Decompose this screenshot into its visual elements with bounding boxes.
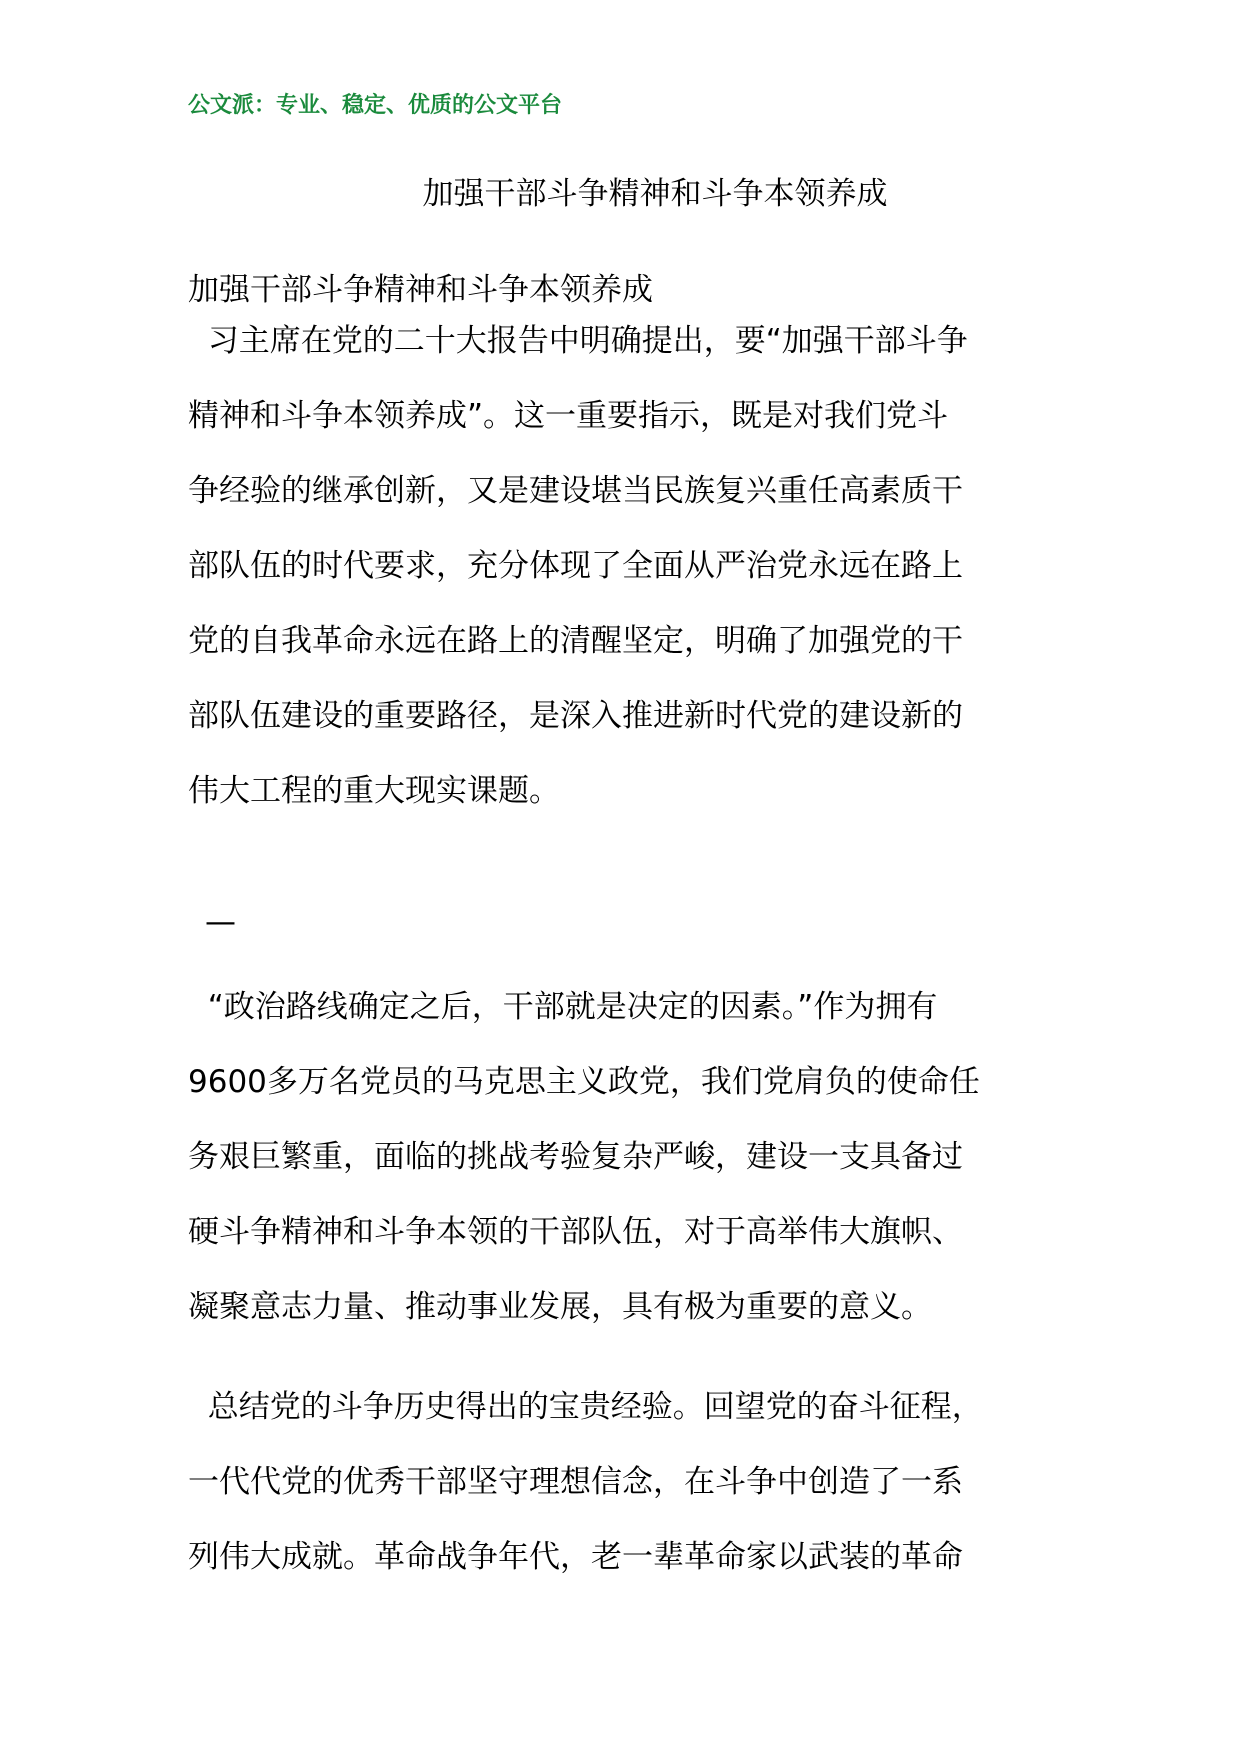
paragraph-line: 9600多万名党员的马克思主义政党，我们党肩负的使命任 (188, 1064, 980, 1100)
paragraph-line: 列伟大成就。革命战争年代，老一辈革命家以武装的革命 (188, 1539, 963, 1575)
paragraph-line: 精神和斗争本领养成”。这一重要指示，既是对我们党斗 (188, 398, 949, 434)
document-subtitle: 加强干部斗争精神和斗争本领养成 (188, 272, 653, 308)
document-title: 加强干部斗争精神和斗争本领养成 (422, 176, 888, 212)
body-paragraph (188, 304, 1068, 829)
body-paragraph (188, 970, 1068, 1345)
body-paragraph (188, 1370, 1068, 1595)
paragraph-line: 总结党的斗争历史得出的宝贵经验。回望党的奋斗征程， (188, 1389, 983, 1425)
paragraph-line: 部队伍的时代要求，充分体现了全面从严治党永远在路上 (188, 548, 963, 584)
paragraph-line: 党的自我革命永远在路上的清醒坚定，明确了加强党的干 (188, 623, 963, 659)
paragraph-line: 硬斗争精神和斗争本领的干部队伍，对于高举伟大旗帜、 (188, 1214, 963, 1250)
paragraph-line: 凝聚意志力量、推动事业发展，具有极为重要的意义。 (188, 1289, 932, 1325)
paragraph-line: 争经验的继承创新，又是建设堪当民族复兴重任高素质干 (188, 473, 963, 509)
platform-banner: 公文派：专业、稳定、优质的公文平台 (188, 92, 563, 118)
paragraph-line: 部队伍建设的重要路径，是深入推进新时代党的建设新的 (188, 698, 963, 734)
section-mark: — (205, 904, 236, 940)
paragraph-line: 伟大工程的重大现实课题。 (188, 773, 560, 809)
paragraph-line: “政治路线确定之后，干部就是决定的因素。”作为拥有 (188, 989, 938, 1025)
paragraph-line: 习主席在党的二十大报告中明确提出，要“加强干部斗争 (188, 323, 968, 359)
paragraph-line: 务艰巨繁重，面临的挑战考验复杂严峻，建设一支具备过 (188, 1139, 963, 1175)
paragraph-line: 一代代党的优秀干部坚守理想信念，在斗争中创造了一系 (188, 1464, 963, 1500)
